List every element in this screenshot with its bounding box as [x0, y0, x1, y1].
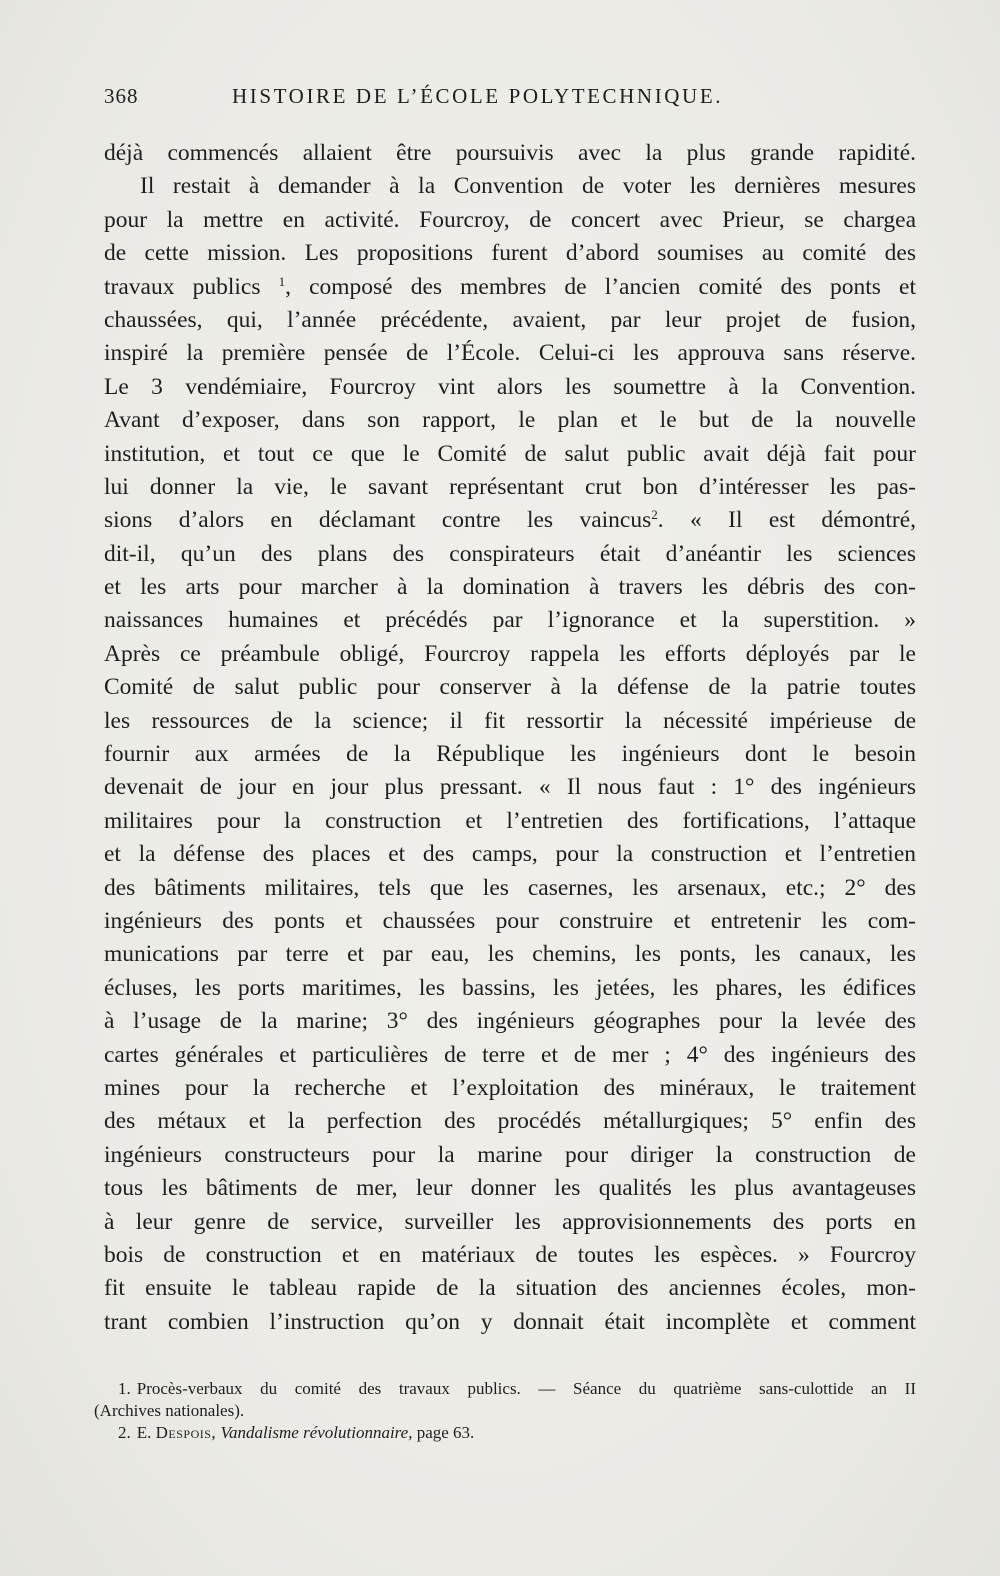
text-line	[104, 504, 916, 537]
text-line: déjà commencés allaient être poursuivis avec la plus grande rapidité.	[104, 140, 916, 166]
text-line: trant combien l’instruction qu’on y donnait était incomplète et comment	[104, 1308, 916, 1335]
text-line: pour la mettre en activité. Fourcroy, de concert avec Prieur, se chargea	[104, 206, 916, 233]
footnote-author: Despois,	[155, 1423, 217, 1442]
text-line: dit-il, qu’un des plans des conspirateurs était d’anéantir les sciences	[104, 540, 916, 567]
text-line: à l’usage de la marine; 3° des ingénieurs géographes pour la levée des	[104, 1008, 916, 1035]
text-line: fit ensuite le tableau rapide de la situation des anciennes écoles, mon-	[104, 1275, 916, 1302]
text-line: militaires pour la construction et l’entretien des fortifications, l’attaque	[104, 807, 916, 834]
text-line: Il restait à demander à la Convention de voter les dernières mesures	[140, 173, 916, 200]
footnote-number: 1.	[118, 1379, 131, 1398]
text-line: des bâtiments militaires, tels que les casernes, les arsenaux, etc.; 2° des	[104, 874, 916, 901]
page-header	[104, 84, 916, 114]
text-segment: sions d’alors en déclamant contre les vaincus	[104, 507, 652, 534]
text-line: fournir aux armées de la République les ingénieurs dont le besoin	[104, 741, 916, 768]
text-line: tous les bâtiments de mer, leur donner les qualités les plus avantageuses	[104, 1175, 916, 1202]
text-line: bois de construction et en matériaux de toutes les espèces. » Fourcroy	[104, 1241, 916, 1268]
footnote-text: Procès-verbaux du comité des travaux publics. — Séance du quatrième sans-culottide an II	[136, 1379, 916, 1398]
text-line: et la défense des places et des camps, pour la construction et l’entretien	[104, 841, 916, 868]
text-line: Après ce préambule obligé, Fourcroy rappela les efforts déployés par le	[104, 640, 916, 667]
text-line: devenait de jour en jour plus pressant. « Il nous faut : 1° des ingénieurs	[104, 774, 916, 801]
page-number: 368	[104, 84, 139, 108]
text-line: écluses, les ports maritimes, les bassins, les jetées, les phares, les édifices	[104, 974, 916, 1001]
text-line: à leur genre de service, surveiller les approvisionnements des ports en	[104, 1208, 916, 1235]
text-line: munications par terre et par eau, les chemins, les ponts, les canaux, les	[104, 941, 916, 968]
text-line: Le 3 vendémiaire, Fourcroy vint alors les soumettre à la Convention.	[104, 373, 916, 400]
footnote-author-initial: E.	[136, 1423, 152, 1442]
text-line: ingénieurs des ponts et chaussées pour construire et entretenir les com-	[104, 907, 916, 934]
text-line: les ressources de la science; il fit ressortir la nécessité impérieuse de	[104, 707, 916, 734]
footnote-2	[94, 1422, 916, 1444]
text-line: Comité de salut public pour conserver à la défense de la patrie toutes	[104, 674, 916, 701]
text-line	[104, 271, 916, 304]
text-line: des métaux et la perfection des procédés métallurgiques; 5° enfin des	[104, 1108, 916, 1135]
footnote-ref-1: 1	[278, 273, 286, 289]
body-text	[104, 137, 916, 1339]
footnote-1-continuation: (Archives nationales).	[94, 1401, 245, 1420]
text-line: lui donner la vie, le savant représentant crut bon d’intéresser les pas-	[104, 473, 916, 500]
text-line: chaussées, qui, l’année précédente, avaient, par leur projet de fusion,	[104, 306, 916, 333]
text-line: inspiré la première pensée de l’École. Celui-ci les approuva sans réserve.	[104, 340, 916, 367]
text-line: ingénieurs constructeurs pour la marine pour diriger la construction de	[104, 1141, 916, 1168]
text-line: de cette mission. Les propositions furent d’abord soumises au comité des	[104, 240, 916, 267]
footnote-1	[94, 1378, 916, 1400]
text-line: cartes générales et particulières de terre et de mer ; 4° des ingénieurs des	[104, 1041, 916, 1068]
footnote-title: Vandalisme révolutionnaire,	[220, 1423, 413, 1442]
text-line: Avant d’exposer, dans son rapport, le plan et le but de la nouvelle	[104, 407, 916, 434]
text-line: mines pour la recherche et l’exploitation des minéraux, le traitement	[104, 1074, 916, 1101]
footnotes	[94, 1378, 916, 1444]
footnote-number: 2.	[118, 1423, 131, 1442]
footnote-page: page 63.	[416, 1423, 475, 1442]
running-title: HISTOIRE DE L’ÉCOLE POLYTECHNIQUE.	[232, 84, 724, 108]
text-segment: , composé des membres de l’ancien comité des ponts et	[285, 273, 916, 300]
text-line: naissances humaines et précédés par l’ignorance et la superstition. »	[104, 607, 916, 634]
text-line: et les arts pour marcher à la domination à travers les débris des con-	[104, 574, 916, 601]
text-line: institution, et tout ce que le Comité de salut public avait déjà fait pour	[104, 440, 916, 467]
text-segment: travaux publics	[104, 273, 279, 300]
text-segment: . « Il est démontré,	[657, 507, 916, 534]
footnote-ref-2: 2	[651, 507, 658, 523]
